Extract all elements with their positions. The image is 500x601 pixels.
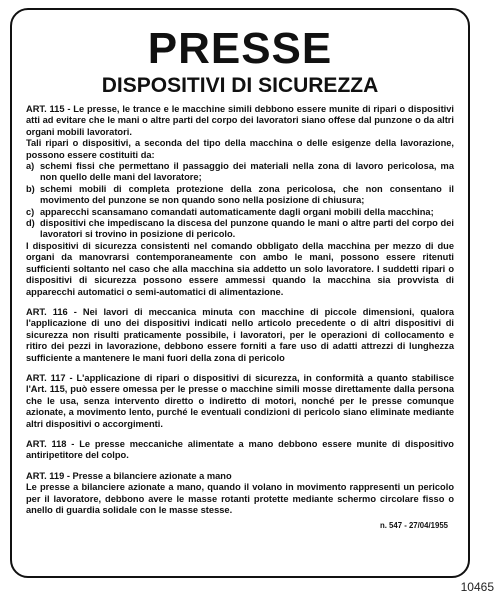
item-text: apparecchi scansamano comandati automaticamente dagli organi mobili della macchina; xyxy=(40,206,434,217)
item-label: b) xyxy=(26,183,35,194)
spacer xyxy=(26,462,454,471)
sign-subtitle: DISPOSITIVI DI SICUREZZA xyxy=(101,74,379,97)
art115-closing: I dispositivi di sicurezza consistenti nel comando obbligato della macchina per mezzo di due organi da manovrarsi contemporaneamente con ambo le mani, possono essere ritenuti sufficienti soltanto nel caso che alla macchina sia addetto un solo lavoratore. I suddetti ripari o dispositivi di sicurezza possono essere ammessi quando la macchina sia provvista di apparecchi automatici o semi-automatici di alimentazione. xyxy=(26,240,454,297)
item-text: schemi mobili di completa protezione della zona pericolosa, che non consentano il movimento del punzone se non quando sono nella posizione di chiusura; xyxy=(40,183,454,206)
art117-text: ART. 117 - L'applicazione di ripari o dispositivi di sicurezza, in conformità a quanto stabilisce l'Art. 115, può essere omessa per le presse o macchine simili mosse direttamente dalla persona che le usa, senza intervento diretto o indiretto di motori, nonché per le presse comunque azionate, a movimento lento, purché le eventuali condizioni di pericolo siano eliminate mediante altri dispositivi o accorgimenti. xyxy=(26,372,454,429)
item-label: a) xyxy=(26,161,35,172)
spacer xyxy=(26,298,454,307)
art115-item-a xyxy=(26,161,454,184)
item-label: d) xyxy=(26,218,35,229)
art115-item-b xyxy=(26,184,454,207)
item-text: schemi fissi che permettano il passaggio dei materiali nella zona di lavoro pericolosa, ma non quello delle mani del lavoratore; xyxy=(40,161,454,183)
spacer xyxy=(26,364,454,373)
law-reference: n. 547 - 27/04/1955 xyxy=(379,521,448,531)
sign-title: PRESSE xyxy=(147,24,333,73)
safety-sign xyxy=(10,8,470,578)
item-text: dispositivi che impediscano la discesa del punzone quando le mani o altre parti del corpo dei lavoratori si trovino in posizione di pericolo. xyxy=(40,218,454,240)
art115-intro2: Tali ripari o dispositivi, a seconda del tipo della macchina o delle esigenze della lavorazione, possono essere costituiti da: xyxy=(26,138,454,160)
art115-intro: ART. 115 - Le presse, le trance e le macchine simili debbono essere munite di ripari o dispositivi atti ad evitare che le mani o altre parti del corpo dei lavoratori siano offese dal punzone o da altri organi mobili lavoratori. xyxy=(26,104,454,137)
art116-text: ART. 116 - Nei lavori di meccanica minuta con macchine di piccole dimensioni, qualora l'applicazione di uno dei dispositivi indicati nello articolo precedente o di altri dispositivi di sicurezza non risulti praticamente possibile, i lavoratori, per le operazioni di collocamento e ritiro dei pezzi in lavorazione, debbono essere forniti a fare uso di adatti attrezzi di lunghezza sufficiente a mantenere le mani fuori della zona di pericolo xyxy=(26,306,454,363)
art115-item-c xyxy=(26,207,454,218)
art115-item-d xyxy=(26,218,454,241)
spacer xyxy=(26,430,454,439)
product-code: 10465 xyxy=(460,580,494,594)
sign-body xyxy=(26,104,454,532)
art119-heading: ART. 119 - Presse a bilanciere azionate a mano xyxy=(26,470,232,481)
art119-text: Le presse a bilanciere azionate a mano, quando il volano in movimento rappresenti un pericolo per il lavoratore, debbono avere le masse rotanti protette mediante schermo circolare fisso o anello di guardia solidale con le masse stesse. xyxy=(26,482,454,515)
art118-text: ART. 118 - Le presse meccaniche alimentate a mano debbono essere munite di dispositivo antiripetitore del colpo. xyxy=(26,438,454,461)
item-label: c) xyxy=(26,206,35,217)
